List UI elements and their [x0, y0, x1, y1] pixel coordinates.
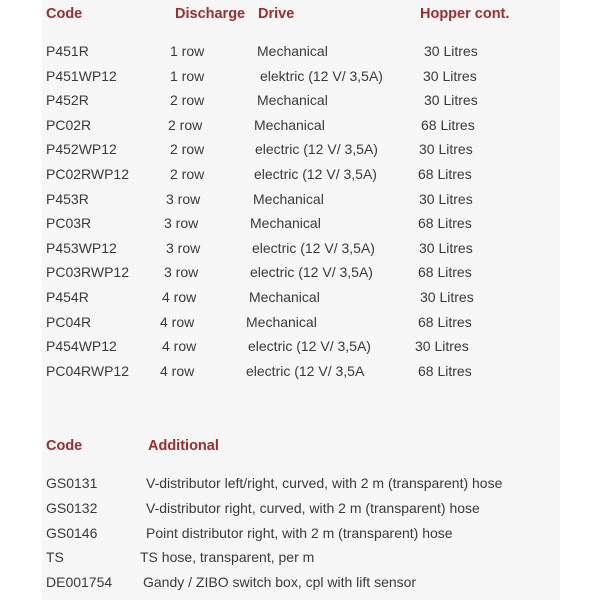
accessories-header-code: Code: [46, 438, 83, 454]
products-cell-drive: Mechanical: [250, 215, 321, 232]
products-cell-code: PC03R: [46, 215, 92, 232]
products-cell-drive: electric (12 V/ 3,5A): [254, 166, 377, 182]
products-cell-discharge: 4 row: [160, 362, 195, 379]
products-cell-drive: electric (12 V/ 3,5A): [252, 239, 375, 256]
products-cell-code: P453WP12: [46, 239, 117, 256]
products-header-hopper: Hopper cont.: [420, 6, 510, 22]
products-cell-drive: electric (12 V/ 3,5A): [255, 141, 378, 158]
products-cell-drive: electric (12 V/ 3,5A: [246, 362, 365, 379]
products-cell-code: PC03RWP12: [46, 264, 130, 281]
products-cell-hopper: 30 Litres: [419, 141, 473, 158]
products-cell-hopper: 30 Litres: [420, 289, 474, 305]
products-cell-discharge: 4 row: [162, 338, 197, 355]
products-cell-discharge: 3 row: [164, 215, 199, 232]
products-header-discharge: Discharge: [175, 6, 246, 22]
products-cell-code: P452WP12: [46, 141, 117, 158]
products-cell-drive: Mechanical: [246, 313, 317, 330]
accessories-cell-additional: V-distributor left/right, curved, with 2 m (transparent) hose: [146, 475, 503, 491]
products-cell-discharge: 4 row: [162, 289, 197, 305]
products-cell-hopper: 30 Litres: [424, 92, 478, 109]
products-cell-code: P454WP12: [46, 338, 117, 355]
accessories-cell-additional: TS hose, transparent, per m: [140, 549, 315, 566]
products-cell-code: P453R: [46, 190, 89, 207]
products-cell-hopper: 30 Litres: [419, 239, 473, 256]
products-cell-discharge: 1 row: [170, 43, 205, 59]
products-cell-code: PC04R: [46, 313, 92, 330]
products-cell-hopper: 68 Litres: [418, 264, 472, 281]
products-cell-discharge: 1 row: [170, 67, 205, 84]
products-cell-drive: elektric (12 V/ 3,5A): [260, 67, 383, 84]
products-cell-code: P451WP12: [46, 67, 117, 84]
products-cell-discharge: 2 row: [170, 92, 205, 109]
accessories-cell-code: GS0146: [46, 524, 98, 541]
products-cell-drive: Mechanical: [249, 289, 320, 305]
products-cell-drive: Mechanical: [257, 92, 328, 109]
products-cell-discharge: 2 row: [170, 166, 205, 182]
products-cell-hopper: 30 Litres: [419, 190, 473, 207]
products-cell-drive: Mechanical: [257, 43, 328, 59]
products-cell-hopper: 30 Litres: [423, 67, 477, 84]
products-cell-hopper: 68 Litres: [421, 116, 475, 133]
accessories-header-additional: Additional: [148, 438, 219, 454]
products-cell-drive: Mechanical: [253, 190, 324, 207]
products-cell-hopper: 30 Litres: [424, 43, 478, 59]
products-cell-code: P451R: [46, 43, 89, 59]
products-cell-drive: Mechanical: [254, 116, 325, 133]
products-cell-hopper: 68 Litres: [418, 362, 472, 379]
accessories-cell-additional: Point distributor right, with 2 m (transparent) hose: [146, 524, 453, 541]
products-cell-hopper: 68 Litres: [418, 215, 472, 232]
accessories-cell-code: GS0131: [46, 475, 98, 491]
products-cell-discharge: 2 row: [170, 141, 205, 158]
products-cell-drive: electric (12 V/ 3,5A): [248, 338, 371, 355]
accessories-cell-code: GS0132: [46, 499, 98, 516]
products-cell-code: PC04RWP12: [46, 362, 130, 379]
products-cell-drive: electric (12 V/ 3,5A): [250, 264, 373, 281]
products-cell-code: PC02R: [46, 116, 92, 133]
accessories-cell-additional: Gandy / ZIBO switch box, cpl with lift sensor: [143, 574, 417, 591]
products-cell-discharge: 3 row: [166, 190, 201, 207]
accessories-cell-code: TS: [46, 549, 64, 566]
accessories-cell-code: DE001754: [46, 574, 113, 591]
accessories-cell-additional: V-distributor right, curved, with 2 m (transparent) hose: [146, 499, 480, 516]
products-cell-code: P454R: [46, 289, 89, 305]
products-header-code: Code: [46, 6, 83, 22]
products-cell-hopper: 68 Litres: [418, 166, 472, 182]
products-cell-hopper: 68 Litres: [418, 313, 472, 330]
products-cell-discharge: 3 row: [166, 239, 201, 256]
products-cell-hopper: 30 Litres: [415, 338, 469, 355]
products-cell-discharge: 3 row: [164, 264, 199, 281]
products-cell-code: P452R: [46, 92, 89, 109]
products-cell-discharge: 2 row: [168, 116, 203, 133]
products-cell-code: PC02RWP12: [46, 166, 130, 182]
products-header-drive: Drive: [258, 6, 295, 22]
products-cell-discharge: 4 row: [160, 313, 195, 330]
